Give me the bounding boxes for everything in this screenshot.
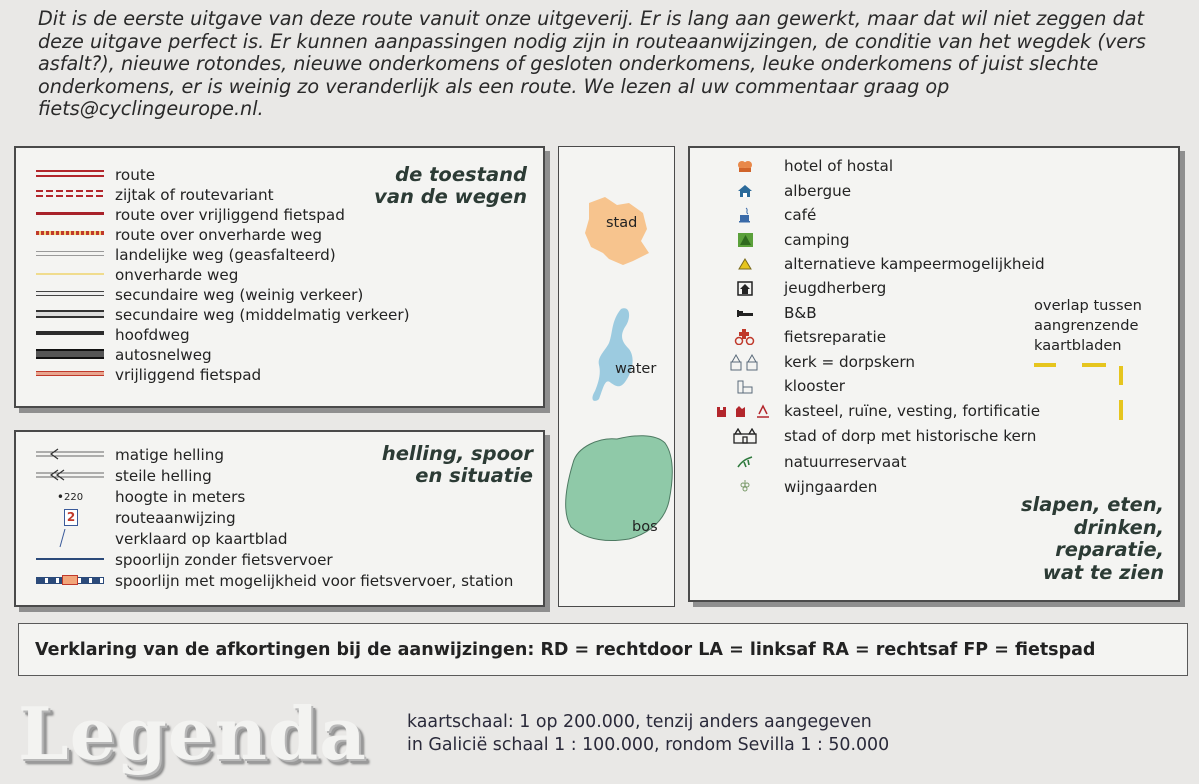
legend-label: vrijliggend fietspad [115,366,262,384]
legend-row-main-road [34,325,190,345]
amenity-row-hotel [715,156,893,176]
legend-row-bike-path [34,365,261,385]
legend-title: Legenda [18,691,367,776]
city-label: stad [606,215,638,231]
roads-panel-title [374,164,527,208]
caption-line1: slapen, eten, [1021,493,1164,516]
legend-label: spoorlijn met mogelijkheid voor fietsvervoer, station [115,572,514,590]
moderate-slope-icon [34,445,106,465]
legend-label: route over onverharde weg [115,226,323,244]
monastery-icon [715,378,775,394]
amenity-row-bike-repair [715,327,886,347]
amenity-label: alternatieve kampeermogelijkheid [784,255,1045,273]
camping-icon [715,233,775,247]
water-area-shape [592,308,632,401]
legend-label: onverharde weg [115,266,239,284]
albergue-icon [715,184,775,198]
legend-label: routeaanwijzing [115,509,236,527]
legend-label: landelijke weg (geasfalteerd) [115,246,336,264]
slope-panel-title [382,443,533,487]
overlap-note [1034,296,1142,356]
legend-row-route-sign [34,508,236,528]
route-sign-number: 2 [64,509,78,526]
slope-title-line1: helling, spoor [381,442,533,465]
secondary-road-busy-line [34,305,106,325]
amenity-label: klooster [784,377,846,395]
legend-row-route [34,165,155,185]
map-explained-icon [34,529,106,549]
amenity-row-historic-town [715,426,1036,446]
amenity-label: kasteel, ruïne, vesting, fortificatie [784,402,1041,420]
railway-station-icon [34,571,106,591]
bnb-icon [715,308,775,318]
overlap-line1: overlap tussen [1034,297,1142,314]
legend-label: steile helling [115,467,212,485]
legend-row-secondary-road [34,285,363,305]
country-road-line [34,245,106,265]
amenity-row-vineyard [715,477,877,497]
steep-slope-icon [34,466,106,486]
legend-label: route [115,166,156,184]
scale-line1: kaartschaal: 1 op 200.000, tenzij anders aangegeven [407,712,872,732]
legend-label: secundaire weg (middelmatig verkeer) [115,306,410,324]
map-scale-note [407,711,889,757]
legend-row-moderate-slope [34,445,224,465]
amenity-label: natuurreservaat [784,453,907,471]
slope-title-line2: en situatie [415,464,533,487]
castle-icon [715,404,775,418]
intro-paragraph: Dit is de eerste uitgave van deze route vanuit onze uitgeverij. Er is lang aan gewerkt, maar dat wil niet zeggen dat deze uitgave perfect is. Er kunnen aanpassingen nodig zijn in routeaanwijzingen, de conditie van het wegdek (vers asfalt?), nieuwe rotondes, nieuwe onderkomens of gesloten onderkomens, leuke onderkomens of juist slechte onderkomens, er is weinig zo veranderlijk als een route. We lezen al uw commentaar graag op fiets@cyclingeurope.nl. [38,7,1146,120]
amenity-row-church [715,352,915,372]
legend-row-map-explained [34,529,288,549]
bike-path-route-line [34,205,106,225]
roads-title-line2: van de wegen [374,185,527,208]
legend-row-steep-slope [34,466,212,486]
alt-camping-icon [715,258,775,270]
elevation-icon: • 220 [56,490,84,504]
amenity-label: camping [784,231,850,249]
amenity-label: stad of dorp met historische kern [784,427,1037,445]
railway-icon [34,550,106,570]
legend-row-bike-route [34,205,345,225]
slope-legend-panel [14,430,545,607]
amenity-row-camping [715,230,850,250]
legend-row-country-road [34,245,336,265]
legend-label: zijtak of routevariant [115,186,274,204]
bike-path-line [34,365,106,385]
route-line [34,165,106,185]
areas-legend-panel [558,146,675,607]
main-road-line [34,325,106,345]
legend-label: verklaard op kaartblad [115,530,288,548]
legend-label: spoorlijn zonder fietsvervoer [115,551,333,569]
amenity-row-nature-reserve [715,452,906,472]
amenity-row-bnb [715,303,817,323]
city-area-shape [585,197,649,265]
legend-label: secundaire weg (weinig verkeer) [115,286,364,304]
abbreviations-text: Verklaring van de afkortingen bij de aanwijzingen: RD = rechtdoor LA = linksaf RA = rechtsaf FP = fietspad [35,639,1096,660]
overlap-line2: aangrenzende [1034,317,1139,334]
amenity-label: wijngaarden [784,478,878,496]
unpaved-route-line [34,225,106,245]
legend-row-variant [34,185,274,205]
legend-row-elevation [34,487,245,507]
secondary-road-line [34,285,106,305]
legend-row-unpaved-road [34,265,238,285]
elevation-sample-value: 220 [63,491,84,503]
legend-row-railway-station [34,571,513,591]
amenity-label: café [784,206,817,224]
legend-label: autosnelweg [115,346,212,364]
church-icon [715,354,775,371]
amenity-label: jeugdherberg [784,279,887,297]
unpaved-road-line [34,265,106,285]
legend-label: hoofdweg [115,326,190,344]
amenity-label: albergue [784,182,852,200]
legend-label: matige helling [115,446,224,464]
amenity-row-cafe [715,205,816,225]
legend-label: route over vrijliggend fietspad [115,206,345,224]
highway-line [34,345,106,365]
forest-label: bos [632,519,658,535]
legend-row-highway [34,345,212,365]
route-sign-icon [34,508,106,528]
amenities-caption [1021,494,1164,584]
amenity-label: fietsreparatie [784,328,887,346]
legend-row-secondary-road-busy [34,305,410,325]
scale-line2: in Galicië schaal 1 : 100.000, rondom Sevilla 1 : 50.000 [407,735,890,755]
caption-line2: drinken, [1073,515,1164,539]
caption-line3: reparatie, [1055,538,1164,561]
amenity-row-alt-camping [715,254,1045,274]
amenity-label: hotel of hostal [784,157,894,175]
roads-legend-panel [14,146,545,408]
bike-repair-icon [715,329,775,345]
water-label: water [615,361,657,377]
amenity-label: kerk = dorpskern [784,353,915,371]
amenity-row-monastery [715,376,845,396]
caption-line4: wat te zien [1042,560,1164,584]
legend-row-unpaved-route [34,225,322,245]
overlap-line3: kaartbladen [1034,337,1122,354]
legend-row-railway [34,550,333,570]
amenity-row-albergue [715,181,851,201]
cafe-icon [715,207,775,223]
hotel-icon [715,159,775,173]
dashed-route-line [34,185,106,205]
legend-label: hoogte in meters [115,488,246,506]
historic-town-icon [715,428,775,444]
amenity-row-youth-hostel [715,278,886,298]
roads-title-line1: de toestand [395,163,527,186]
overlap-bracket-icon [1034,362,1134,422]
amenity-label: B&B [784,304,817,322]
abbreviations-box [18,623,1188,676]
amenity-row-castle [715,401,1040,421]
amenities-legend-panel [688,146,1180,602]
youth-hostel-icon [715,281,775,296]
nature-reserve-icon [715,455,775,469]
vineyard-icon [715,479,775,495]
